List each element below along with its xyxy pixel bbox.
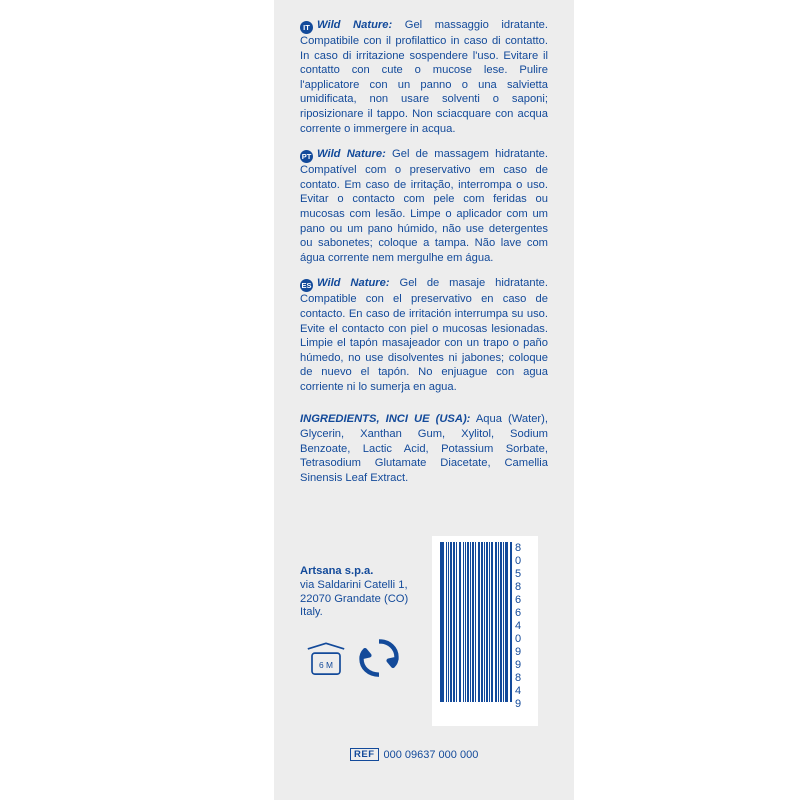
green-dot-icon bbox=[358, 637, 400, 679]
address-line-2: 22070 Grandate (CO) bbox=[300, 592, 409, 605]
paragraph-text-it: Gel massaggio idratante. Compatibile con il profilattico in caso di contatto. In caso di irritazione sospendere l'uso. Evitare il contatto con cute o mucose lese. Pulire l'applicatore con un panno o una salvietta umidificata, non usare solventi o saponi; riposizionare il tappo. Non sciacquare con acqua corrente o immergere in acqua. bbox=[300, 19, 549, 135]
barcode bbox=[432, 536, 538, 726]
language-badge-es: ES bbox=[301, 281, 312, 291]
paragraph-pt bbox=[300, 147, 548, 265]
label-text-content bbox=[300, 18, 548, 485]
paragraph-text-es: Gel de masaje hidratante. Compatible con el preservativo en caso de contacto. En caso de irritación interrumpa su uso. Evite el contacto con piel o mucosas lesionadas. Limpie el tapón masajeador con un trapo o paño húmedo, no use disolventes ni jabones; coloque de nuevo el tapón. No enjuague con agua corriente ni lo sumerja en agua. bbox=[300, 277, 549, 393]
brand-name-pt: Wild Nature: bbox=[317, 148, 386, 161]
care-symbols bbox=[300, 635, 420, 687]
paragraph-text-pt: Gel de massagem hidratante. Compatível com o preservativo em caso de contato. Em caso de irritação, interrompa o uso. Evitar o contacto com pele com feridas ou mucosas com lesão. Limpe o aplicador com um pano ou um pano húmido, não use detergentes ou sabonetes; coloque a tampa. Não lave com água corrente nem mergulhe em água. bbox=[300, 148, 549, 264]
language-badge-it: IT bbox=[300, 21, 313, 34]
manufacturer-address bbox=[300, 565, 420, 620]
barcode-digits: 8058664099849 bbox=[512, 542, 524, 711]
ingredients-heading: INGREDIENTS, INCI UE (USA): bbox=[300, 413, 471, 426]
ingredients-block bbox=[300, 412, 548, 485]
ref-label: REF bbox=[350, 748, 379, 761]
reference-line bbox=[350, 748, 478, 761]
ingredients-list: Aqua (Water), Glycerin, Xanthan Gum, Xylitol, Sodium Benzoate, Lactic Acid, Potassium Sorbate, Tetrasodium Glutamate Diacetate, Camellia Sinensis Leaf Extract. bbox=[300, 413, 548, 484]
brand-name-it: Wild Nature: bbox=[317, 19, 393, 31]
address-line-1: via Saldarini Catelli 1, bbox=[300, 578, 408, 591]
manufacturer-name: Artsana s.p.a. bbox=[300, 565, 374, 577]
address-line-3: Italy. bbox=[300, 606, 323, 619]
paragraph-es bbox=[300, 276, 548, 394]
brand-name-es: Wild Nature: bbox=[317, 277, 390, 290]
svg-text:6 M: 6 M bbox=[319, 659, 333, 670]
ref-value: 000 09637 000 000 bbox=[383, 749, 479, 761]
barcode-bars bbox=[440, 542, 512, 702]
paragraph-it bbox=[300, 18, 548, 136]
language-badge-pt: PT bbox=[301, 152, 312, 162]
period-after-opening-icon bbox=[305, 639, 347, 677]
